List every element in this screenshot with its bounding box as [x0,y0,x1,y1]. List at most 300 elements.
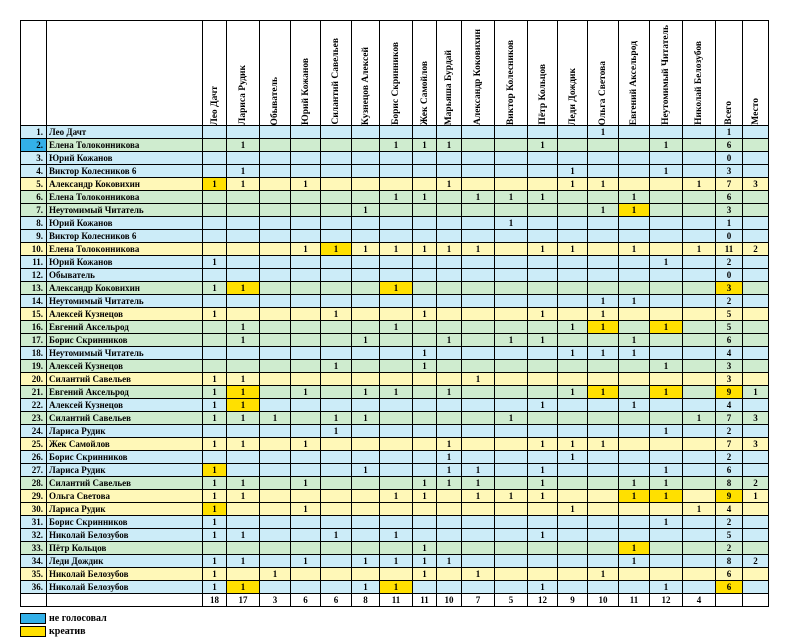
row-name: Лео Дачт [47,126,203,139]
vote-cell [437,568,462,581]
vote-cell [558,217,588,230]
vote-cell [291,490,321,503]
vote-cell [619,516,650,529]
legend-swatch [20,626,46,637]
vote-cell [558,516,588,529]
vote-cell [683,204,716,217]
vote-cell [650,269,683,282]
vote-cell: 1 [380,490,413,503]
table-row [21,438,769,451]
vote-cell [413,334,437,347]
vote-cell: 1 [203,464,227,477]
vote-cell [203,230,227,243]
vote-cell [588,529,619,542]
vote-cell: 1 [352,386,380,399]
vote-cell [203,243,227,256]
vote-cell [321,581,352,594]
legend-item [20,612,107,625]
vote-cell: 1 [558,321,588,334]
vote-cell [227,451,260,464]
vote-cell [380,477,413,490]
vote-cell: 1 [650,360,683,373]
vote-cell [260,321,291,334]
column-total: 12 [528,594,558,607]
vote-cell: 1 [413,243,437,256]
column-header [260,21,291,126]
vote-cell [321,282,352,295]
vote-cell [683,230,716,243]
vote-cell [619,230,650,243]
column-header-label: Лариса Рудик [238,65,248,125]
table-row [21,386,769,399]
vote-cell [291,295,321,308]
vote-cell [321,542,352,555]
vote-cell [683,373,716,386]
vote-cell [352,373,380,386]
vote-cell [413,178,437,191]
vote-cell [558,373,588,386]
column-header [650,21,683,126]
vote-cell: 1 [495,412,528,425]
vote-cell: 1 [588,321,619,334]
legend-label: не голосовал [49,613,107,624]
vote-cell [558,464,588,477]
row-place [743,191,769,204]
vote-cell: 1 [683,243,716,256]
vote-cell [260,269,291,282]
vote-cell: 1 [588,347,619,360]
row-name: Елена Толоконникова [47,243,203,256]
vote-cell: 1 [437,464,462,477]
vote-cell [352,425,380,438]
vote-cell [291,152,321,165]
vote-cell [203,334,227,347]
vote-cell [558,269,588,282]
vote-cell [260,386,291,399]
vote-cell [588,360,619,373]
vote-cell: 1 [528,529,558,542]
vote-cell [558,334,588,347]
vote-cell: 1 [413,139,437,152]
vote-cell [462,451,495,464]
vote-cell: 1 [352,204,380,217]
vote-cell [619,178,650,191]
vote-cell [380,269,413,282]
totals-blank-cell [716,594,743,607]
column-header-label: Силантий Савельев [331,38,341,125]
vote-cell [437,516,462,529]
vote-cell: 1 [619,347,650,360]
table-row [21,269,769,282]
table-row [21,165,769,178]
vote-cell [380,542,413,555]
place-header [743,21,769,126]
vote-cell [291,308,321,321]
vote-cell [588,243,619,256]
vote-cell: 1 [380,529,413,542]
vote-cell [380,217,413,230]
vote-cell [462,412,495,425]
vote-cell [260,204,291,217]
vote-cell [588,425,619,438]
vote-cell: 1 [413,360,437,373]
vote-cell [683,555,716,568]
vote-cell: 1 [650,477,683,490]
vote-cell [528,555,558,568]
row-number: 28. [21,477,47,490]
vote-cell [380,516,413,529]
vote-cell: 1 [352,243,380,256]
vote-cell: 1 [528,243,558,256]
vote-cell [437,152,462,165]
vote-cell [227,503,260,516]
column-header [352,21,380,126]
vote-cell: 1 [437,438,462,451]
table-row [21,451,769,464]
vote-cell [650,230,683,243]
vote-cell: 1 [528,191,558,204]
row-total: 5 [716,321,743,334]
table-row [21,360,769,373]
row-number: 1. [21,126,47,139]
vote-cell [291,230,321,243]
vote-cell [413,126,437,139]
vote-cell: 1 [683,412,716,425]
vote-cell [462,308,495,321]
vote-cell: 1 [380,191,413,204]
totals-blank-cell [743,594,769,607]
vote-cell [352,542,380,555]
row-number: 11. [21,256,47,269]
vote-cell: 1 [558,386,588,399]
vote-cell [227,464,260,477]
vote-cell [495,360,528,373]
vote-cell [683,256,716,269]
row-total: 7 [716,412,743,425]
column-total: 10 [437,594,462,607]
vote-cell [462,542,495,555]
row-total: 2 [716,451,743,464]
vote-cell [260,477,291,490]
vote-cell: 1 [619,399,650,412]
place-header-label: Место [750,98,761,125]
vote-cell: 1 [227,178,260,191]
row-place [743,282,769,295]
vote-cell [683,451,716,464]
vote-cell: 1 [227,165,260,178]
row-place [743,464,769,477]
vote-cell [291,542,321,555]
vote-cell [619,165,650,178]
vote-cell [437,230,462,243]
row-total: 2 [716,542,743,555]
vote-cell [588,542,619,555]
vote-cell [619,373,650,386]
row-place: 1 [743,490,769,503]
vote-cell [558,568,588,581]
vote-cell [291,581,321,594]
vote-cell [227,243,260,256]
row-total: 4 [716,503,743,516]
row-number: 5. [21,178,47,191]
vote-cell: 1 [462,243,495,256]
vote-cell [495,139,528,152]
vote-cell [291,360,321,373]
vote-cell [352,282,380,295]
vote-cell [462,503,495,516]
vote-cell: 1 [227,490,260,503]
total-header [716,21,743,126]
row-place [743,503,769,516]
vote-cell [619,360,650,373]
vote-cell [619,503,650,516]
vote-cell [291,451,321,464]
vote-cell [227,152,260,165]
vote-cell [495,373,528,386]
vote-cell [650,529,683,542]
vote-cell [380,178,413,191]
vote-cell [495,555,528,568]
vote-cell: 1 [437,243,462,256]
vote-cell [321,490,352,503]
vote-cell [380,451,413,464]
row-total: 6 [716,581,743,594]
vote-cell [528,373,558,386]
row-total: 6 [716,191,743,204]
table-row [21,308,769,321]
row-number: 20. [21,373,47,386]
vote-cell [260,490,291,503]
vote-cell [437,282,462,295]
vote-cell: 1 [528,139,558,152]
vote-cell [437,217,462,230]
vote-cell: 1 [380,581,413,594]
vote-cell [413,386,437,399]
vote-cell: 1 [437,555,462,568]
vote-cell [227,217,260,230]
vote-cell [462,269,495,282]
vote-cell [619,412,650,425]
vote-cell [380,399,413,412]
vote-cell [437,360,462,373]
row-total: 9 [716,490,743,503]
vote-cell [462,321,495,334]
row-total: 8 [716,477,743,490]
vote-cell: 1 [650,321,683,334]
vote-cell [260,295,291,308]
row-name: Евгений Аксельрод [47,321,203,334]
vote-cell [352,516,380,529]
table-row [21,334,769,347]
vote-cell [495,399,528,412]
row-place [743,139,769,152]
row-name: Евгений Аксельрод [47,386,203,399]
vote-cell [650,347,683,360]
row-number: 6. [21,191,47,204]
vote-cell [227,191,260,204]
column-header [227,21,260,126]
vote-cell: 1 [558,165,588,178]
vote-cell [380,152,413,165]
vote-cell [437,503,462,516]
vote-cell [462,256,495,269]
vote-cell: 1 [619,555,650,568]
vote-cell [619,529,650,542]
vote-cell [413,230,437,243]
row-number: 30. [21,503,47,516]
column-total: 10 [588,594,619,607]
row-total: 5 [716,529,743,542]
vote-cell [588,217,619,230]
vote-cell [203,152,227,165]
vote-cell: 1 [227,477,260,490]
table-row [21,581,769,594]
vote-cell [321,204,352,217]
vote-cell [588,555,619,568]
vote-cell [619,321,650,334]
vote-cell [321,191,352,204]
row-name: Борис Скринников [47,451,203,464]
vote-cell [227,425,260,438]
row-name: Ольга Светова [47,490,203,503]
row-place: 3 [743,412,769,425]
vote-cell [683,282,716,295]
row-number: 10. [21,243,47,256]
vote-cell [260,139,291,152]
vote-cell [260,555,291,568]
row-total: 5 [716,308,743,321]
vote-cell [227,568,260,581]
vote-cell [260,243,291,256]
row-total: 9 [716,386,743,399]
vote-cell: 1 [650,490,683,503]
vote-cell [588,477,619,490]
row-name: Неутомимый Читатель [47,347,203,360]
vote-cell [495,451,528,464]
vote-cell [352,217,380,230]
vote-cell [352,139,380,152]
vote-cell [650,542,683,555]
vote-cell [495,464,528,477]
vote-cell: 1 [619,243,650,256]
row-name: Лариса Рудик [47,464,203,477]
vote-cell: 1 [528,490,558,503]
vote-cell: 1 [437,386,462,399]
vote-cell [321,256,352,269]
vote-cell [321,516,352,529]
row-place [743,204,769,217]
vote-cell [495,542,528,555]
row-place [743,230,769,243]
column-header-label: Ольга Светова [598,60,608,125]
vote-cell: 1 [321,529,352,542]
row-name: Виктор Колесников 6 [47,230,203,243]
vote-cell [650,555,683,568]
vote-cell [528,425,558,438]
vote-cell: 1 [650,464,683,477]
row-name: Николай Белозубов [47,581,203,594]
vote-cell [588,139,619,152]
vote-cell: 1 [462,373,495,386]
row-number: 24. [21,425,47,438]
vote-cell [352,191,380,204]
vote-cell: 1 [528,464,558,477]
vote-cell [380,438,413,451]
vote-cell [321,334,352,347]
vote-cell [352,438,380,451]
vote-cell [352,347,380,360]
column-header-label: Борис Скринников [391,42,401,125]
column-header [683,21,716,126]
vote-cell [588,256,619,269]
vote-cell [227,347,260,360]
row-number: 25. [21,438,47,451]
vote-cell [380,165,413,178]
vote-cell [495,516,528,529]
vote-cell [380,568,413,581]
vote-cell [321,399,352,412]
vote-cell [352,490,380,503]
row-name: Неутомимый Читатель [47,295,203,308]
vote-cell [260,165,291,178]
vote-cell [528,451,558,464]
vote-cell [291,139,321,152]
vote-cell: 1 [227,555,260,568]
row-place [743,126,769,139]
vote-cell [528,542,558,555]
vote-cell [588,282,619,295]
vote-cell [437,581,462,594]
vote-cell: 1 [588,178,619,191]
vote-cell: 1 [495,490,528,503]
table-row [21,139,769,152]
vote-cell: 1 [321,243,352,256]
vote-cell: 1 [437,451,462,464]
vote-cell: 1 [619,477,650,490]
vote-cell [291,347,321,360]
vote-cell [413,165,437,178]
vote-cell [321,126,352,139]
vote-cell [462,204,495,217]
vote-cell [683,191,716,204]
row-number: 17. [21,334,47,347]
vote-cell [683,516,716,529]
vote-cell [683,152,716,165]
column-header [528,21,558,126]
vote-cell [380,373,413,386]
total-header-label: Всего [724,101,734,125]
vote-cell [227,542,260,555]
vote-cell: 1 [203,516,227,529]
vote-cell [495,178,528,191]
column-header-label: Александр Коковихин [473,29,483,125]
vote-cell [558,308,588,321]
vote-cell [260,516,291,529]
vote-cell [437,321,462,334]
vote-cell [558,256,588,269]
vote-cell: 1 [352,464,380,477]
vote-cell: 1 [462,490,495,503]
vote-cell [619,256,650,269]
vote-cell: 1 [558,438,588,451]
vote-cell [321,464,352,477]
row-name: Борис Скринников [47,334,203,347]
row-total: 8 [716,555,743,568]
vote-cell [495,321,528,334]
vote-cell [352,295,380,308]
table-row [21,503,769,516]
row-number: 15. [21,308,47,321]
